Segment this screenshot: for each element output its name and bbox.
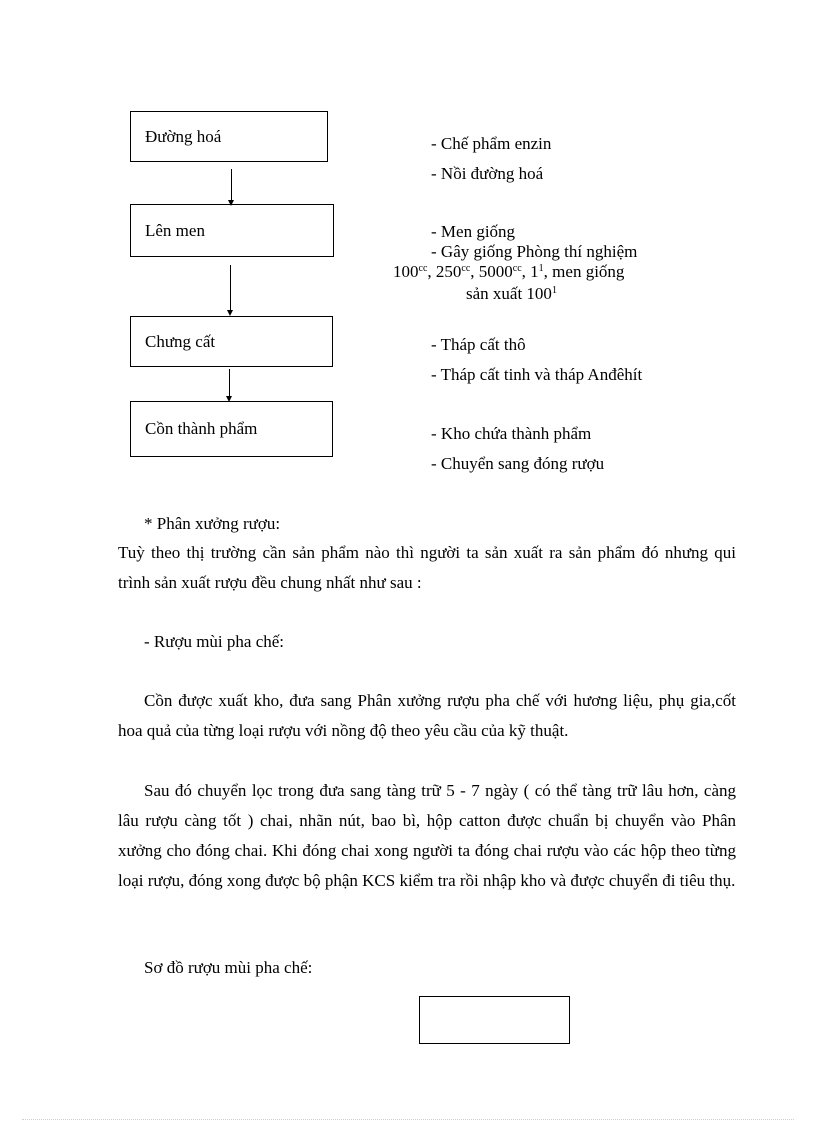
- flow-note: - Tháp cất tinh và tháp Anđêhít: [431, 365, 643, 384]
- page-bottom-border: [22, 1119, 794, 1120]
- flow-box-chung-cat: [130, 316, 333, 367]
- note-part: 100: [393, 262, 419, 281]
- flow-arrow-line: [230, 265, 231, 311]
- flow-box-len-men: [130, 204, 334, 257]
- flow-box-duong-hoa: [130, 111, 328, 162]
- flow-box-label: Chưng cất: [145, 331, 216, 351]
- note-part: , 250: [427, 262, 462, 281]
- flow-note: - Men giống: [431, 222, 516, 241]
- diagram-caption: Sơ đồ rượu mùi pha chế:: [144, 958, 313, 977]
- note-sup: cc: [461, 263, 471, 274]
- flow-arrow-line: [231, 169, 232, 201]
- flow-note: - Nồi đường hoá: [431, 164, 544, 183]
- diagram-empty-box: [419, 996, 570, 1044]
- flow-box-label: Đường hoá: [145, 126, 222, 146]
- flow-box-label: Cồn thành phẩm: [145, 419, 258, 438]
- intro-paragraph: Tuỳ theo thị trường cần sản phẩm nào thì người ta sản xuất ra sản phẩm đó nhưng qui trình sản xuất rượu đều chung nhất như sau :: [118, 543, 736, 592]
- flow-box-con-thanh-pham: [130, 401, 333, 457]
- note-part: , men giống: [543, 262, 625, 281]
- flow-arrow-line: [229, 369, 230, 397]
- note-sup: cc: [512, 263, 522, 274]
- note-part: sản xuất 100: [466, 284, 552, 303]
- flow-box-label: Lên men: [145, 220, 205, 240]
- flow-note: - Chuyển sang đóng rượu: [431, 454, 605, 473]
- flow-note: - Gây giống Phòng thí nghiệm: [431, 242, 638, 261]
- paragraph-2: Sau đó chuyển lọc trong đưa sang tàng trữ 5 - 7 ngày ( có thể tàng trữ lâu hơn, càng lâu rượu càng tốt ) chai, nhãn nút, bao bì, hộp catton được chuẩn bị chuyển vào Phân xưởng cho đóng chai. Khi đóng chai xong người ta đóng chai rượu vào các hộp theo từng loại rượu, đóng xong được bộ phận KCS kiểm tra rồi nhập kho và được chuyển đi tiêu thụ.: [118, 781, 736, 890]
- note-sup: 1: [551, 285, 557, 296]
- flow-note-volumes: [393, 262, 624, 282]
- flow-note-production: [466, 284, 557, 304]
- subsection-title: - Rượu mùi pha chế:: [144, 632, 285, 651]
- note-part: , 1: [521, 262, 539, 281]
- flow-note: - Chế phẩm enzin: [431, 134, 552, 153]
- flow-note: - Tháp cất thô: [431, 335, 526, 354]
- section-title: * Phân xưởng rượu:: [144, 514, 281, 533]
- note-sup: cc: [418, 263, 428, 274]
- flow-note: - Kho chứa thành phẩm: [431, 424, 592, 443]
- note-part: , 5000: [470, 262, 513, 281]
- paragraph-1: Cồn được xuất kho, đưa sang Phân xưởng rượu pha chế với hương liệu, phụ gia,cốt hoa quả của từng loại rượu với nồng độ theo yêu cầu của kỹ thuật.: [118, 691, 736, 740]
- note-sup: 1: [538, 263, 544, 274]
